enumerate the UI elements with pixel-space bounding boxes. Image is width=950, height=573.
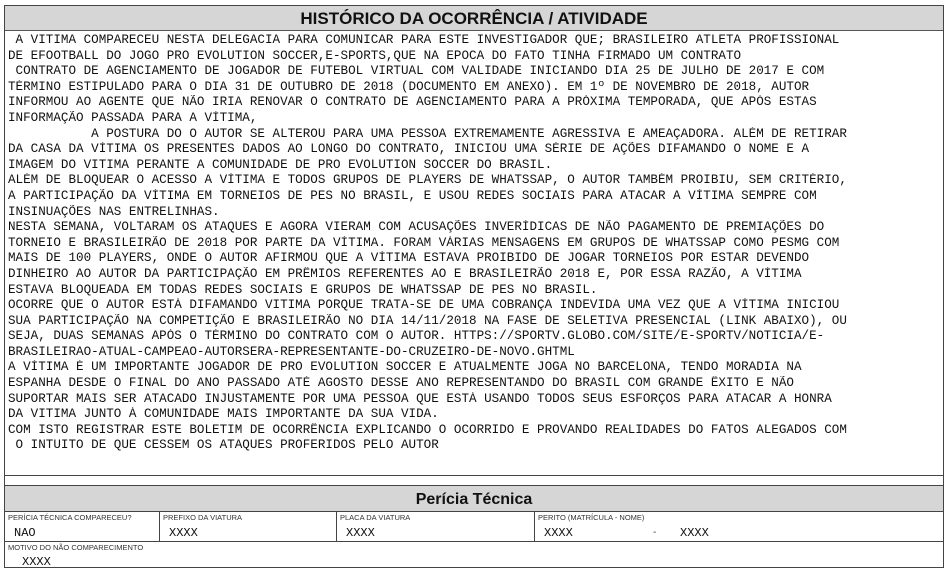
historico-line: MAIS DE 100 PLAYERS, ONDE O AUTOR AFIRMOU QUE A VÍTIMA ESTAVA PROIBIDO DE JOGAR TORNEIOS POR ESTAR DEVENDO: [8, 251, 810, 266]
historico-text-body: [5, 31, 943, 476]
motivo-value: XXXX: [22, 555, 51, 569]
historico-line: ALÉM DE BLOQUEAR O ACESSO A VÍTIMA E TODOS GRUPOS DE PLAYERS DE WHATSSAP, O AUTOR TAMBÉM PROIBIU, SEM CRITÉRIO,: [8, 173, 847, 188]
historico-line: A PARTICIPAÇÃO DA VÍTIMA EM TORNEIOS DE PES NO BRASIL, E USOU REDES SOCIAIS PARA ATACAR A VÍTIMA SEMPRE COM: [8, 188, 817, 203]
historico-line: TORNEIO E BRASILEIRÃO DE 2018 POR PARTE DA VÍTIMA. FORAM VÁRIAS MENSAGENS EM GRUPOS DE WHATSSAP COMO PESMG COM: [8, 235, 840, 250]
pericia-section-title: Perícia Técnica: [5, 485, 943, 512]
pericia-fields-row: [5, 512, 943, 542]
historico-line: TÉRMINO ESTIPULADO PARA O DIA 31 DE OUTUBRO DE 2018 (DOCUMENTO EM ANEXO). EM 1º DE NOVEMBRO DE 2018, AUTOR: [8, 79, 810, 94]
historico-line: DE EFOOTBALL DO JOGO PRO EVOLUTION SOCCER,E-SPORTS,QUE NA EPOCA DO FATO TINHA FIRMADO UM CONTRATO: [8, 48, 742, 63]
historico-line: ESTAVA BLOQUEADA EM TODAS REDES SOCIAIS E GRUPOS DE WHATSSAP DE PES NO BRASIL.: [8, 282, 598, 297]
historico-line: SEJA, DUAS SEMANAS APÓS O TÉRMINO DO CONTRATO COM O AUTOR. HTTPS://SPORTV.GLOBO.COM/SITE/E-SPORTV/NOTICIA/E-: [8, 329, 825, 344]
historico-line: INFORMOU AO AGENTE QUE NÃO IRIA RENOVAR O CONTRATO DE AGENCIAMENTO PARA A PRÓXIMA TEMPORADA, QUE APÓS ESTAS: [8, 95, 817, 110]
historico-line: A POSTURA DO O AUTOR SE ALTEROU PARA UMA PESSOA EXTREMAMENTE AGRESSIVA E AMEAÇADORA. ALÉM DE RETIRAR: [8, 126, 847, 141]
motivo-label: MOTIVO DO NÃO COMPARECIMENTO: [8, 543, 144, 552]
prefixo-viatura-label: PREFIXO DA VIATURA: [163, 513, 243, 522]
historico-line: SUPORTAR MAIS SER ATACADO INJUSTAMENTE POR UMA PESSOA QUE ESTÁ USANDO TODOS SEUS ESFORÇOS PARA ATACAR A HONRA: [8, 391, 832, 406]
perito-separator: -: [653, 527, 657, 538]
historico-line: SUA PARTICIPAÇÃO NA COMPETIÇÃO E BRASILEIRÃO NO DIA 14/11/2018 NA FASE DE SELETIVA PRESENCIAL (LINK ABAIXO), OU: [8, 313, 847, 328]
placa-viatura-label: PLACA DA VIATURA: [340, 513, 411, 522]
perito-matricula-value: XXXX: [544, 526, 573, 540]
historico-section-title: HISTÓRICO DA OCORRÊNCIA / ATIVIDADE: [5, 6, 943, 31]
occurrence-report-form: [4, 5, 944, 568]
motivo-field: [5, 542, 943, 572]
historico-line: DA VITIMA JUNTO À COMUNIDADE MAIS IMPORTANTE DA SUA VIDA.: [8, 407, 439, 422]
pericia-compareceu-value: NAO: [14, 526, 36, 540]
perito-field: [535, 512, 943, 541]
historico-line: O INTUITO DE QUE CESSEM OS ATAQUES PROFERIDOS PELO AUTOR: [8, 438, 439, 453]
historico-line: A VITIMA COMPARECEU NESTA DELEGACIA PARA COMUNICAR PARA ESTE INVESTIGADOR QUE; BRASILEIRO ATLETA PROFISSIONAL: [8, 33, 840, 47]
historico-line: INFORMAÇÃO PASSADA PARA A VÍTIMA,: [8, 110, 258, 125]
historico-line: COM ISTO REGISTRAR ESTE BOLETIM DE OCORRÊNCIA EXPLICANDO O OCORRIDO E PROVANDO REALIDADES DO FATOS ALEGADOS COM: [8, 422, 847, 437]
historico-line: OCORRE QUE O AUTOR ESTÁ DIFAMANDO VITIMA PORQUE TRATA-SE DE UMA COBRANÇA INDEVIDA UMA VEZ QUE A VÍTIMA INICIOU: [8, 298, 840, 313]
prefixo-viatura-field: [160, 512, 337, 541]
historico-line: ESPANHA DESDE O FINAL DO ANO PASSADO ATÉ AGOSTO DESSE ANO REPRESENTANDO DO BRASIL COM GRANDE ÊXITO E NÃO: [8, 376, 794, 391]
placa-viatura-field: [337, 512, 535, 541]
placa-viatura-value: XXXX: [346, 526, 375, 540]
historico-line: NESTA SEMANA, VOLTARAM OS ATAQUES E AGORA VIERAM COM ACUSAÇÕES INVERÍDICAS DE NÃO PAGAMENTO DE PREMIAÇÕES DO: [8, 220, 825, 235]
historico-line: IMAGEM DO VITIMA PERANTE A COMUNIDADE DE PRO EVOLUTION SOCCER DO BRASIL.: [8, 157, 553, 172]
perito-label: PERITO (MATRÍCULA - NOME): [538, 513, 645, 522]
historico-line: BRASILEIRAO-ATUAL-CAMPEAO-AUTORSERA-REPRESENTANTE-DO-CRUZEIRO-DE-NOVO.GHTML: [8, 344, 575, 359]
historico-line: DA CASA DA VÍTIMA OS PRESENTES DADOS AO LONGO DO CONTRATO, INICIOU UMA SÉRIE DE AÇÕES DIFAMANDO O NOME E A: [8, 142, 810, 157]
historico-line: DINHEIRO AO AUTOR DA PARTICIPAÇÃO EM PRÊMIOS REFERENTES AO E BRASILEIRÃO 2018 E, POR ESSA RAZÃO, A VÍTIMA: [8, 266, 802, 281]
historico-line: CONTRATO DE AGENCIAMENTO DE JOGADOR DE FUTEBOL VIRTUAL COM VALIDADE INICIANDO DIA 25 DE JULHO DE 2017 E COM: [8, 64, 825, 79]
historico-line: INSINUAÇÕES NAS ENTRELINHAS.: [8, 204, 220, 219]
perito-nome-value: XXXX: [680, 526, 709, 540]
pericia-compareceu-label: PERÍCIA TÉCNICA COMPARECEU?: [8, 513, 132, 522]
pericia-compareceu-field: [5, 512, 160, 541]
historico-line: A VÍTIMA É UM IMPORTANTE JOGADOR DE PRO EVOLUTION SOCCER E ATUALMENTE JOGA NO BARCELONA, TENDO MORADIA NA: [8, 360, 802, 375]
prefixo-viatura-value: XXXX: [169, 526, 198, 540]
